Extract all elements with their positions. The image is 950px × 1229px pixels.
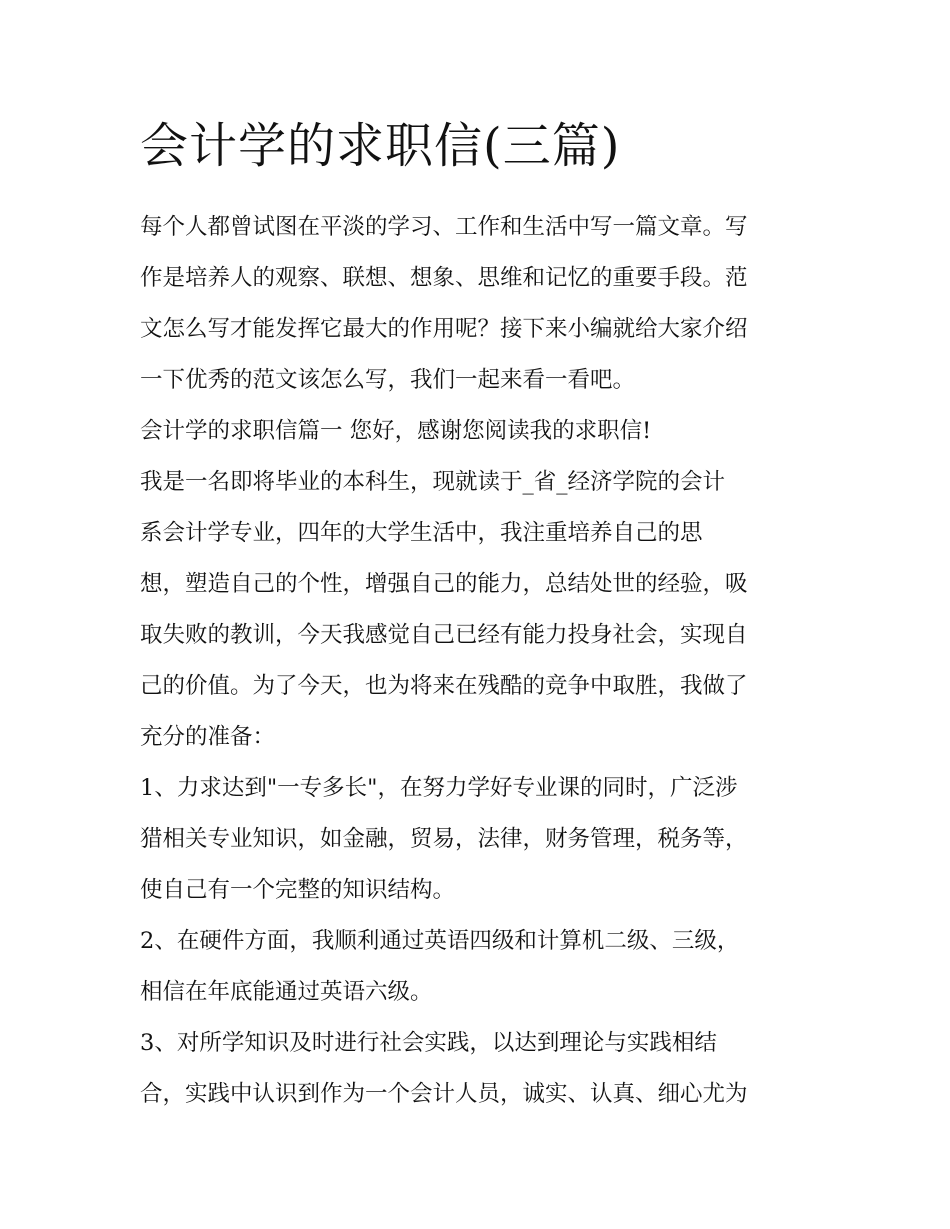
list-item-3: [140, 1018, 820, 1120]
text-line: 己的价值。为了今天，也为将来在残酷的竞争中取胜，我做了: [140, 673, 748, 699]
letter-greeting: [140, 406, 820, 457]
text-line: 系会计学专业，四年的大学生活中，我注重培养自己的思: [140, 520, 703, 546]
intro-paragraph: [140, 202, 820, 406]
text-line: 会计学的求职信篇一 您好，感谢您阅读我的求职信!: [140, 418, 652, 444]
list-item-2: [140, 916, 820, 1018]
document-title: 会计学的求职信(三篇): [140, 118, 621, 174]
list-item-1: [140, 763, 820, 916]
text-line: 2、在硬件方面，我顺利通过英语四级和计算机二级、三级，: [140, 928, 740, 954]
text-line: 使自己有一个完整的知识结构。: [140, 877, 456, 903]
text-line: 合，实践中认识到作为一个会计人员，诚实、认真、细心尤为: [140, 1081, 748, 1107]
text-line: 文怎么写才能发挥它最大的作用呢？接下来小编就给大家介绍: [140, 316, 748, 342]
text-line: 作是培养人的观察、联想、想象、思维和记忆的重要手段。范: [140, 265, 748, 291]
text-line: 一下优秀的范文该怎么写，我们一起来看一看吧。: [140, 367, 636, 393]
text-line: 3、对所学知识及时进行社会实践，以达到理论与实践相结: [140, 1030, 717, 1056]
text-line: 充分的准备：: [140, 724, 276, 750]
text-line: 1、力求达到"一专多长"，在努力学好专业课的同时，广泛涉: [140, 775, 738, 801]
text-line: 想，塑造自己的个性，增强自己的能力，总结处世的经验，吸: [140, 571, 748, 597]
text-line: 相信在年底能通过英语六级。: [140, 979, 433, 1005]
text-line: 我是一名即将毕业的本科生，现就读于_省_经济学院的会计: [140, 469, 726, 495]
text-line: 猎相关专业知识，如金融，贸易，法律，财务管理，税务等，: [140, 826, 748, 852]
document-page: [140, 110, 820, 1120]
letter-body-paragraph: [140, 457, 820, 763]
text-line: 每个人都曾试图在平淡的学习、工作和生活中写一篇文章。写: [140, 214, 748, 240]
text-line: 取失败的教训，今天我感觉自己已经有能力投身社会，实现自: [140, 622, 748, 648]
